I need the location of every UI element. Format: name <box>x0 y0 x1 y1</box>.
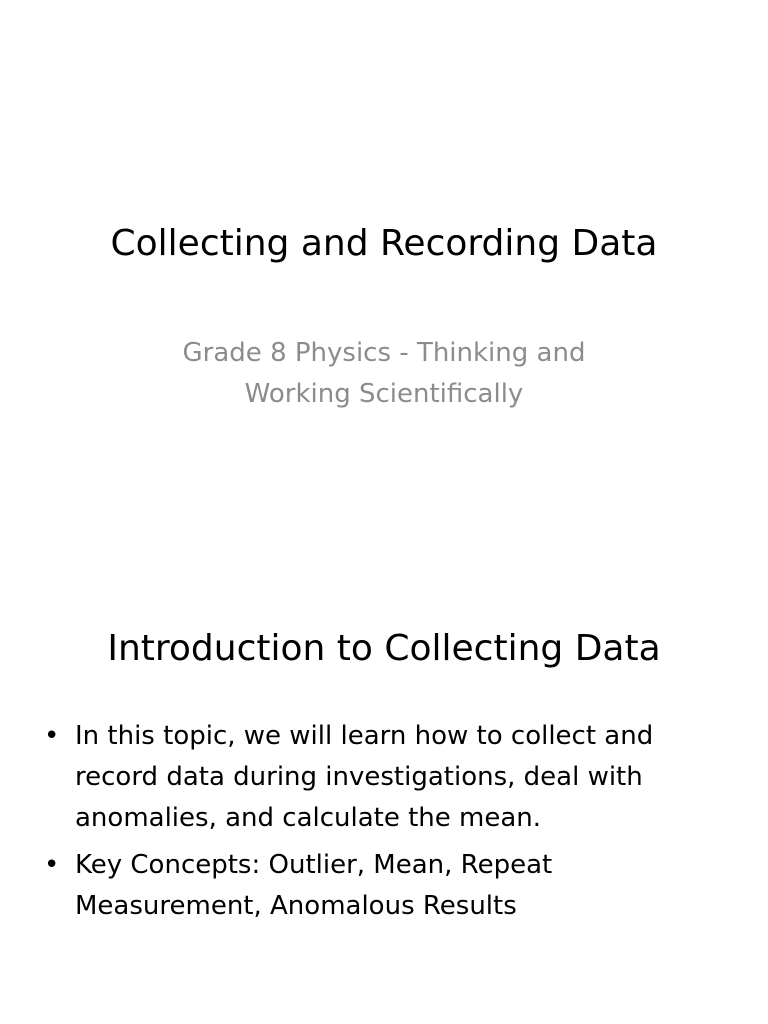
bullet-text: In this topic, we will learn how to collect and record data during investigations, deal with anomalies, and calculate the mean. <box>75 721 654 833</box>
bullet-list <box>40 716 720 933</box>
bullet-item-key-concepts <box>40 845 720 927</box>
presentation-title: Collecting and Recording Data <box>110 223 658 264</box>
content-slide <box>0 512 768 1024</box>
bullet-icon: • <box>44 721 60 751</box>
bullet-item-topic <box>40 716 720 839</box>
bullet-icon: • <box>44 850 60 880</box>
bullet-text: Key Concepts: Outlier, Mean, Repeat Measurement, Anomalous Results <box>75 850 553 921</box>
slide-title: Introduction to Collecting Data <box>107 628 661 669</box>
presentation-subtitle: Grade 8 Physics - Thinking and Working Scientifically <box>182 338 586 409</box>
